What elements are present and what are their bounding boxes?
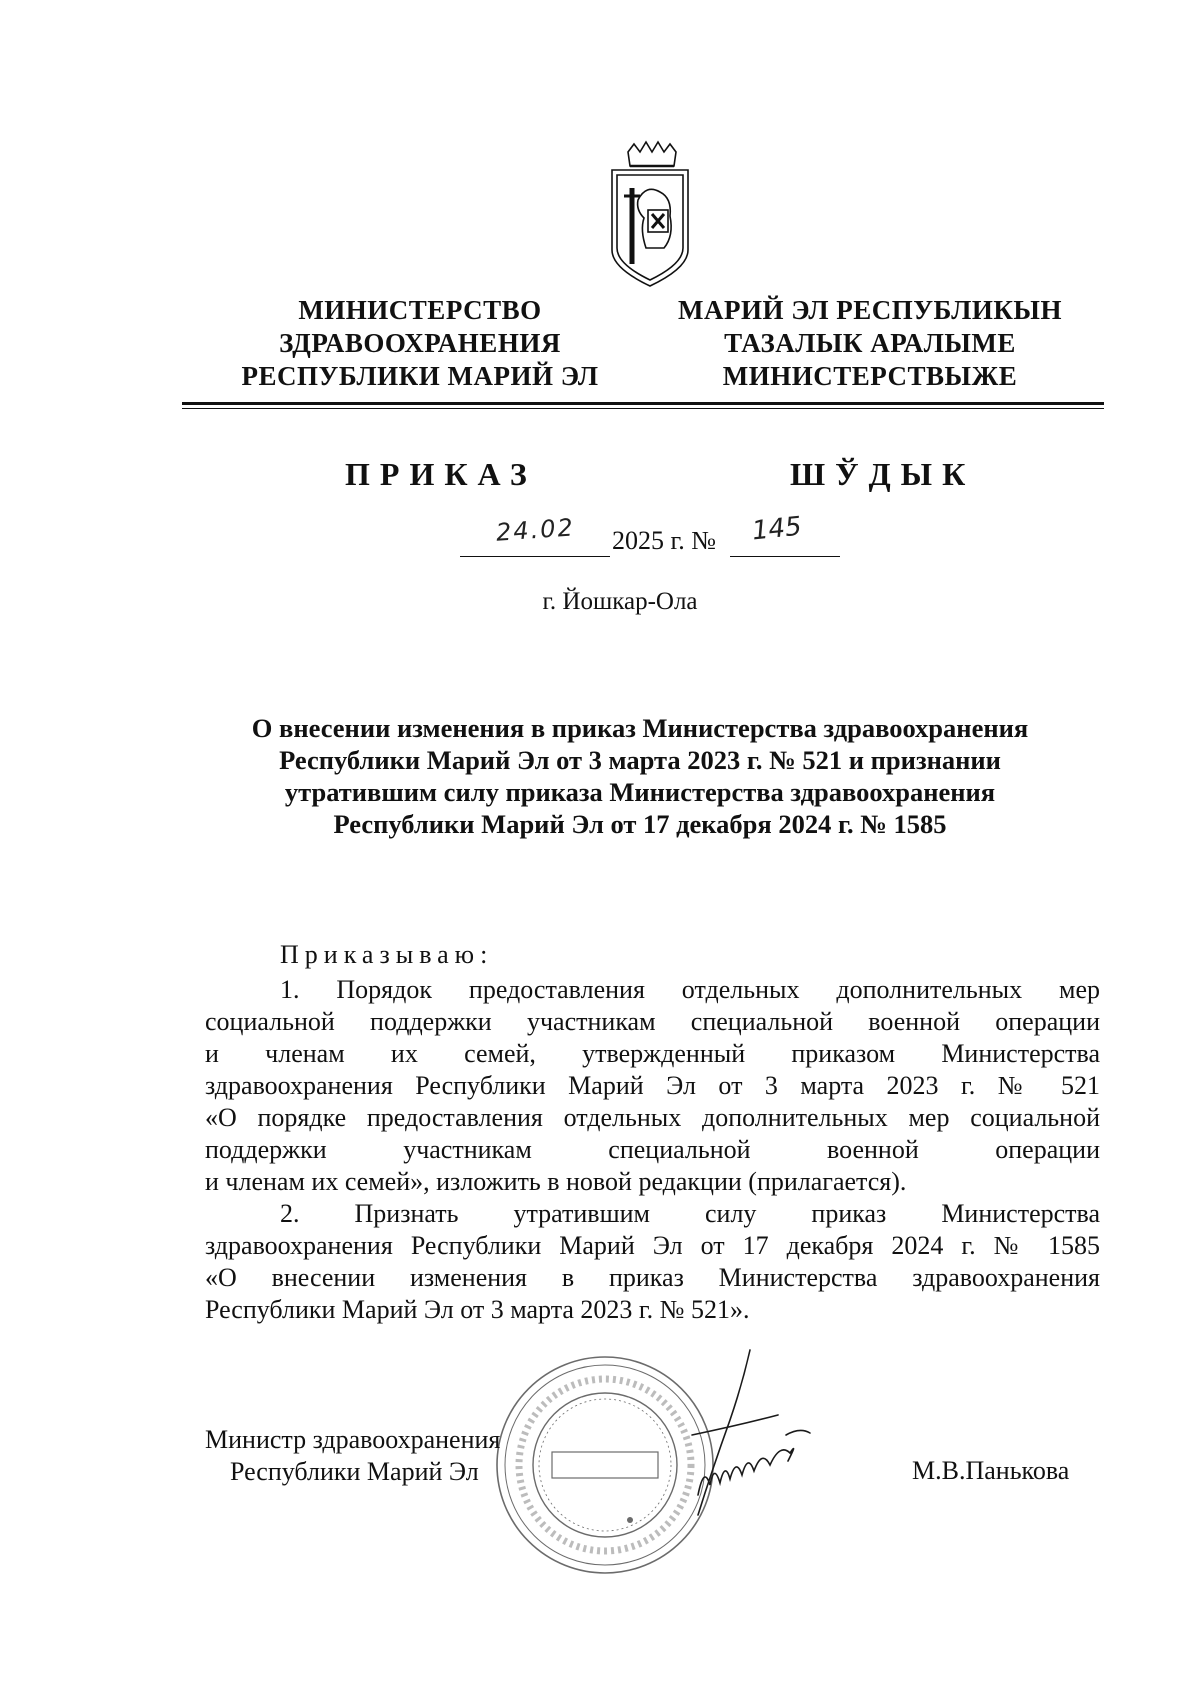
subject-line-2: Республики Марий Эл от 3 марта 2023 г. № 521 и признании: [279, 745, 1001, 775]
ministry-name-mari: [650, 294, 1090, 393]
p1-line-2: социальной поддержки участникам специальной военной операции: [205, 1007, 1100, 1036]
p2-line-3: «О внесении изменения в приказ Министерства здравоохранения: [205, 1263, 1100, 1292]
paragraph-1: [205, 974, 1100, 1198]
org-ru-line-3: РЕСПУБЛИКИ МАРИЙ ЭЛ: [241, 361, 599, 391]
handwritten-signature-icon: [690, 1345, 840, 1535]
coat-of-arms-icon: [600, 140, 700, 290]
order-date-number: [460, 511, 860, 562]
handwritten-number: 145: [750, 511, 804, 547]
subject-line-4: Республики Марий Эл от 17 декабря 2024 г. № 1585: [333, 809, 947, 839]
org-mari-line-1: МАРИЙ ЭЛ РЕСПУБЛИКЫН: [678, 295, 1062, 325]
order-title-mari: ШЎДЫК: [790, 456, 976, 492]
p2-line-2: здравоохранения Республики Марий Эл от 17 декабря 2024 г. № 1585: [205, 1231, 1100, 1260]
official-seal-icon: [490, 1350, 720, 1580]
signer-name: М.В.Панькова: [912, 1456, 1070, 1485]
subject-line-1: О внесении изменения в приказ Министерства здравоохранения: [251, 713, 1029, 743]
signer-position-line-2: Республики Марий Эл: [230, 1457, 479, 1486]
header-divider-thick: [182, 402, 1104, 405]
org-mari-line-3: МИНИСТЕРСТВЫЖЕ: [722, 361, 1018, 391]
org-ru-line-2: ЗДРАВООХРАНЕНИЯ: [279, 328, 561, 358]
signer-position-line-1: Министр здравоохранения: [205, 1425, 501, 1454]
org-ru-line-1: МИНИСТЕРСТВО: [298, 295, 542, 325]
p1-line-6: поддержки участникам специальной военной операции: [205, 1135, 1100, 1164]
year-number-label: 2025 г. №: [612, 526, 717, 555]
order-title-russian: ПРИКАЗ: [345, 456, 537, 492]
signer-position: [205, 1424, 500, 1488]
order-subject-title: [200, 712, 1080, 840]
org-mari-line-2: ТАЗАЛЫК АРАЛЫМЕ: [724, 328, 1016, 358]
p1-line-7: и членам их семей», изложить в новой редакции (прилагается).: [205, 1167, 907, 1196]
p1-line-5: «О порядке предоставления отдельных дополнительных мер социальной: [205, 1103, 1100, 1132]
handwritten-date: 24.02: [495, 513, 576, 547]
subject-line-3: утратившим силу приказа Министерства здравоохранения: [284, 777, 996, 807]
date-field: [460, 513, 610, 557]
p1-line-3: и членам их семей, утвержденный приказом Министерства: [205, 1039, 1100, 1068]
city-name: г. Йошкар-Ола: [542, 588, 698, 615]
paragraph-2: [205, 1198, 1100, 1326]
header-divider-thin: [182, 408, 1104, 409]
p2-line-1: 2. Признать утратившим силу приказ Министерства: [280, 1199, 1100, 1228]
p2-line-4: Республики Марий Эл от 3 марта 2023 г. № 521».: [205, 1295, 750, 1324]
p1-line-4: здравоохранения Республики Марий Эл от 3 марта 2023 г. № 521: [205, 1071, 1100, 1100]
decree-word: Приказываю:: [280, 940, 494, 969]
ministry-name-russian: [200, 294, 640, 393]
number-field: [730, 511, 840, 557]
p1-line-1: 1. Порядок предоставления отдельных дополнительных мер: [280, 975, 1100, 1004]
